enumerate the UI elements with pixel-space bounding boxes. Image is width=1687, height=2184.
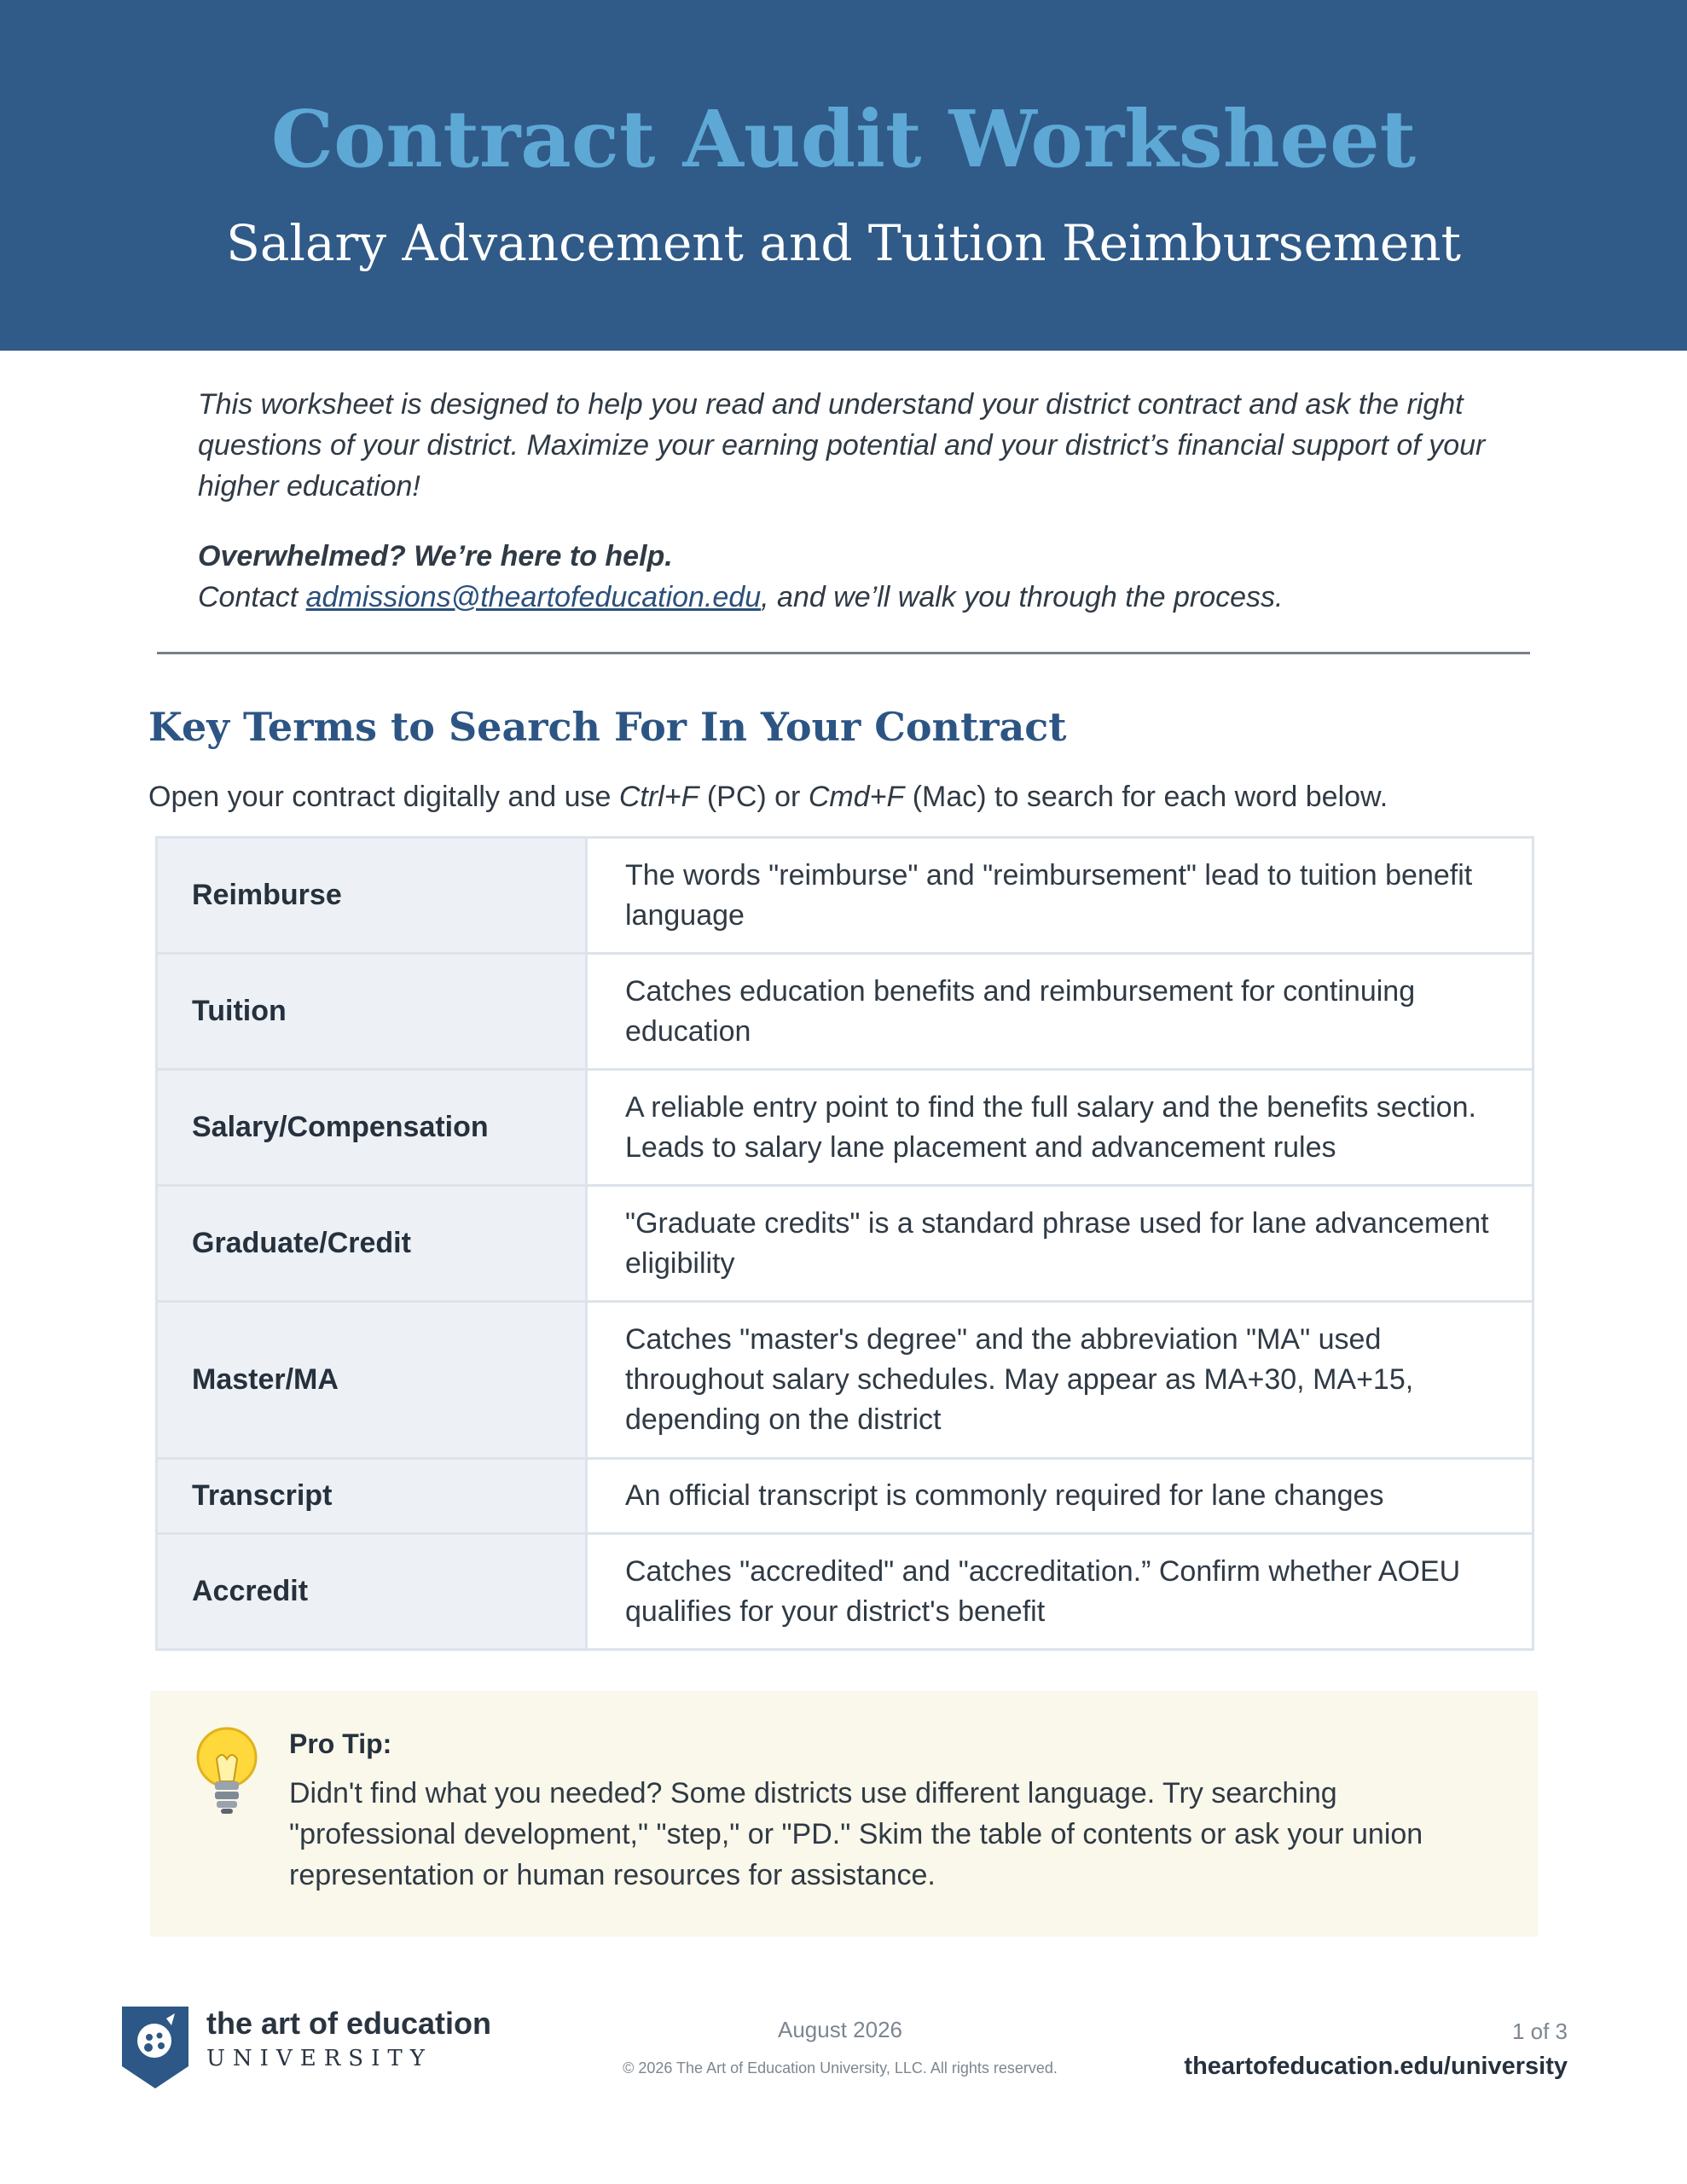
contact-prefix: Contact	[198, 581, 306, 613]
footer-date: August 2026	[777, 2017, 902, 2042]
table-row	[157, 1459, 1533, 1534]
footer-copyright: © 2026 The Art of Education University, LLC. All rights reserved.	[623, 2059, 1058, 2077]
desc-part: (Mac) to search for each word below.	[904, 781, 1388, 813]
key-terms-table	[155, 836, 1534, 1651]
mac-shortcut: Cmd+F	[808, 781, 905, 813]
term-cell: Tuition	[157, 954, 587, 1070]
help-block	[198, 536, 1528, 618]
table-row	[157, 1302, 1533, 1459]
description-cell: An official transcript is commonly required for lane changes	[587, 1459, 1533, 1534]
description-cell: Catches "master's degree" and the abbreviation "MA" used throughout salary schedules. May appear as MA+30, MA+15, depending on the district	[587, 1302, 1533, 1459]
footer-url-link[interactable]: theartofeducation.edu/university	[1184, 2053, 1568, 2080]
term-cell: Transcript	[157, 1459, 587, 1534]
lightbulb-icon	[193, 1725, 261, 1823]
desc-part: (PC) or	[699, 781, 809, 813]
table-row	[157, 1070, 1533, 1186]
term-cell: Graduate/Credit	[157, 1186, 587, 1302]
intro-text: This worksheet is designed to help you read and understand your district contract and ask the right questions of your district. Maximize your earning potential and your district’s financial support of your higher education!	[198, 388, 1486, 502]
help-heading: Overwhelmed? We’re here to help.	[198, 540, 673, 572]
table-row	[157, 954, 1533, 1070]
pro-tip-title: Pro Tip:	[289, 1728, 392, 1759]
table-row	[157, 1186, 1533, 1302]
description-cell: A reliable entry point to find the full salary and the benefits section. Leads to salary lane placement and advancement rules	[587, 1070, 1533, 1186]
term-cell: Master/MA	[157, 1302, 587, 1459]
page-subtitle: Salary Advancement and Tuition Reimbursement	[226, 214, 1461, 272]
pc-shortcut: Ctrl+F	[618, 781, 699, 813]
contact-email-link[interactable]: admissions@theartofeducation.edu	[305, 581, 762, 613]
logo-text-university: UNIVERSITY	[206, 2046, 432, 2071]
header-banner	[0, 0, 1687, 351]
pro-tip-body: Didn't find what you needed? Some districts use different language. Try searching "professional development," "step," or "PD." Skim the table of contents or ask your union representation or human resources for assistance.	[289, 1777, 1423, 1891]
description-cell: Catches education benefits and reimbursement for continuing education	[587, 954, 1533, 1070]
term-cell: Accredit	[157, 1534, 587, 1650]
pro-tip-box	[150, 1691, 1538, 1937]
page-number: 1 of 3	[1511, 2018, 1568, 2044]
table-row	[157, 838, 1533, 954]
table-row	[157, 1534, 1533, 1650]
intro-paragraph	[198, 384, 1511, 507]
key-terms-description	[148, 776, 1598, 817]
description-cell: The words "reimburse" and "reimbursement" lead to tuition benefit language	[587, 838, 1533, 954]
university-logo-icon	[122, 2007, 188, 2093]
desc-part: Open your contract digitally and use	[148, 781, 619, 813]
description-cell: Catches "accredited" and "accreditation.” Confirm whether AOEU qualifies for your district's benefit	[587, 1534, 1533, 1650]
term-cell: Salary/Compensation	[157, 1070, 587, 1186]
contact-suffix: , and we’ll walk you through the process.	[761, 581, 1284, 613]
page-title: Contract Audit Worksheet	[270, 93, 1417, 185]
section-divider	[157, 652, 1530, 654]
logo-text-name: the art of education	[206, 2006, 492, 2041]
key-terms-title: Key Terms to Search For In Your Contract	[148, 704, 1067, 750]
term-cell: Reimburse	[157, 838, 587, 954]
description-cell: "Graduate credits" is a standard phrase used for lane advancement eligibility	[587, 1186, 1533, 1302]
